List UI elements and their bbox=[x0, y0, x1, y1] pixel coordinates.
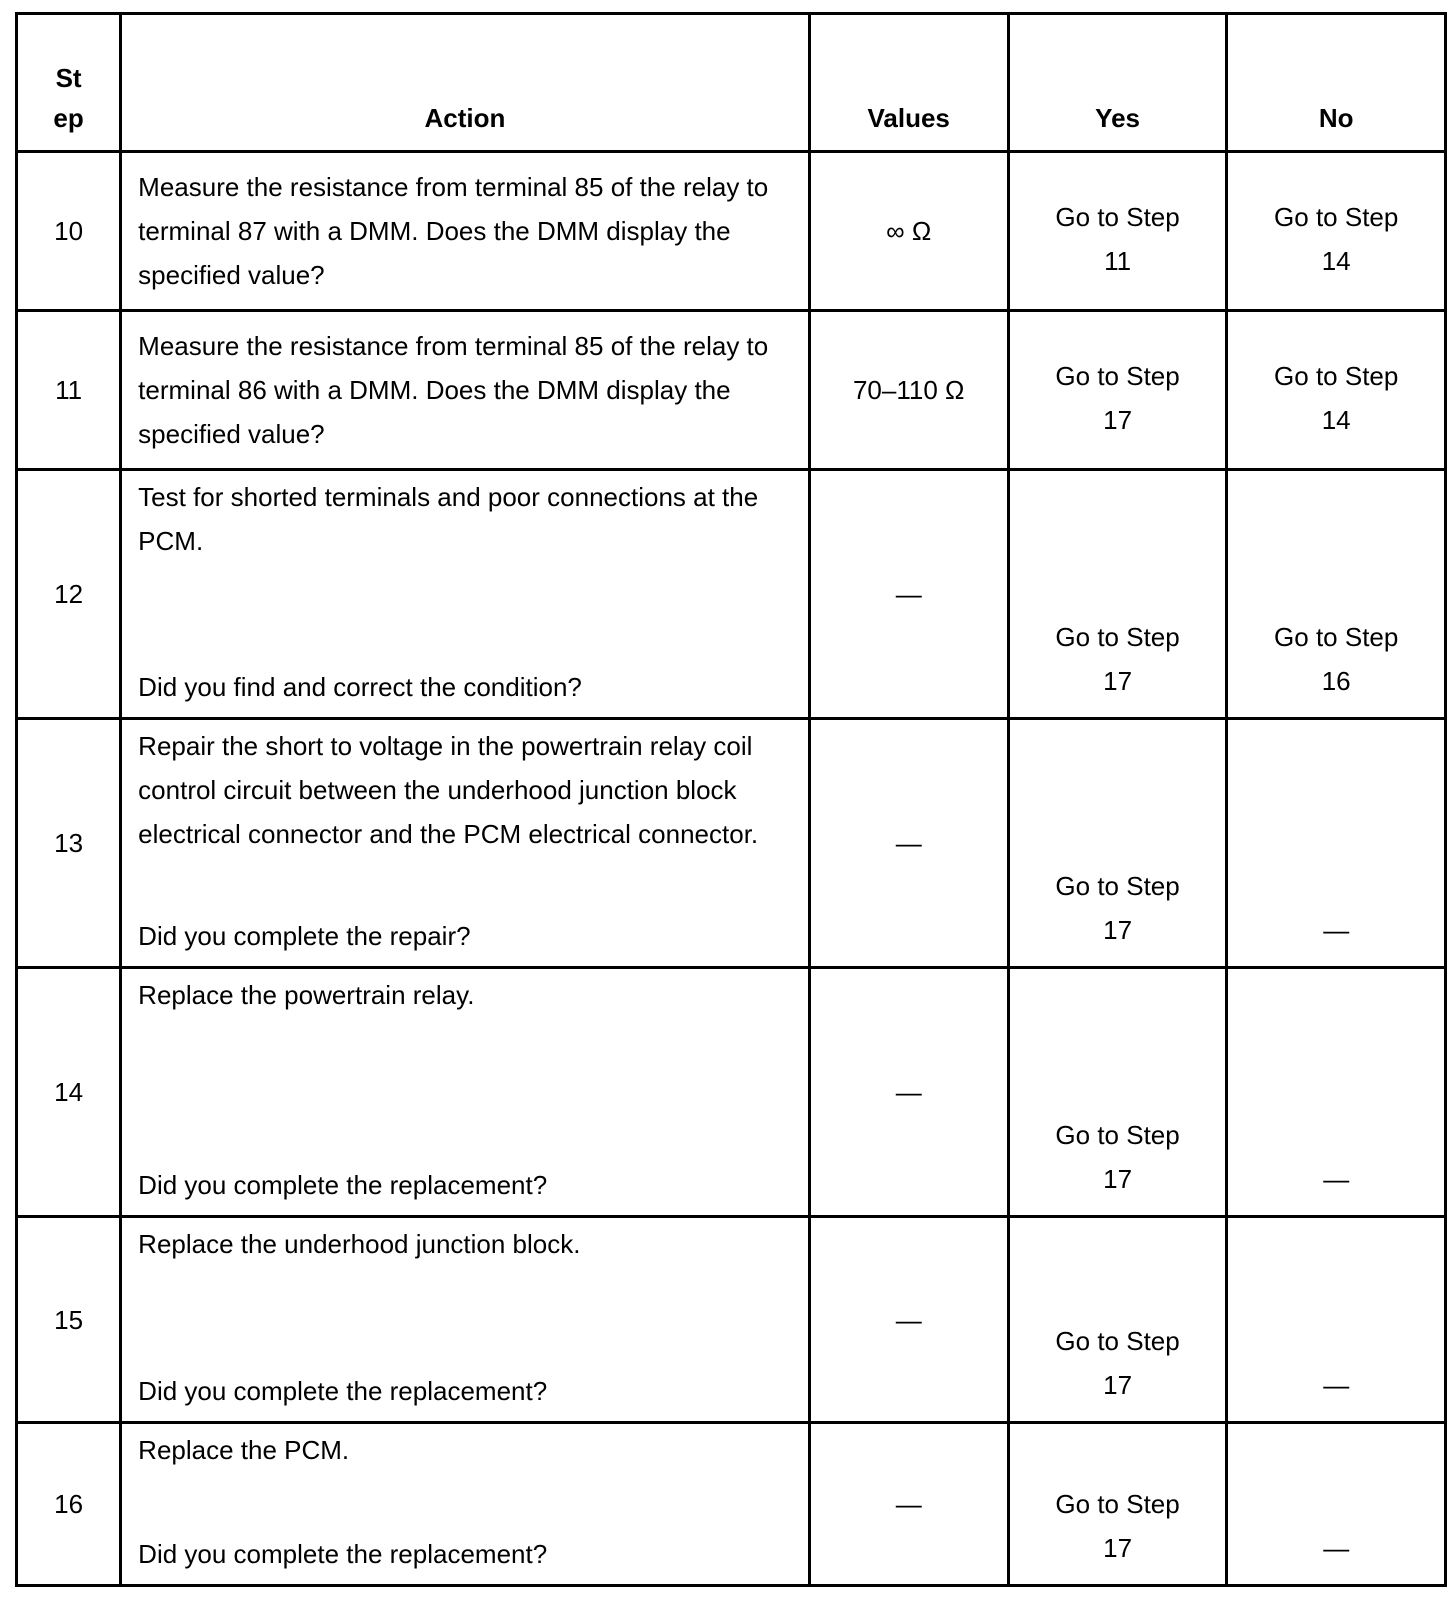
step-number: 15 bbox=[17, 1217, 121, 1423]
action-text: Replace the underhood junction block. bbox=[138, 1229, 581, 1259]
no-goto-step: 14 bbox=[1321, 405, 1351, 435]
value-cell: ∞ Ω bbox=[809, 152, 1008, 311]
table-row bbox=[17, 1217, 1446, 1423]
yes-cell bbox=[1008, 470, 1227, 719]
step-number: 10 bbox=[17, 152, 121, 311]
no-cell bbox=[1227, 719, 1446, 968]
table-row bbox=[17, 470, 1446, 719]
yes-cell bbox=[1008, 311, 1227, 470]
diagnostic-table bbox=[15, 12, 1447, 1587]
action-text: Repair the short to voltage in the powertrain relay coil control circuit between the underhood junction block electrical connector and the PCM electrical connector. bbox=[138, 731, 759, 849]
no-value: — bbox=[1323, 915, 1350, 945]
yes-goto-label: Go to Step bbox=[1055, 1120, 1180, 1150]
no-cell bbox=[1227, 1423, 1446, 1586]
table-row bbox=[17, 1423, 1446, 1586]
table-row bbox=[17, 311, 1446, 470]
no-goto-label: Go to Step bbox=[1274, 622, 1399, 652]
header-yes: Yes bbox=[1008, 14, 1227, 152]
yes-cell bbox=[1008, 719, 1227, 968]
header-step: St ep bbox=[17, 14, 121, 152]
table-row bbox=[17, 152, 1446, 311]
yes-goto-label: Go to Step bbox=[1055, 871, 1180, 901]
no-value: — bbox=[1323, 1533, 1350, 1563]
yes-cell bbox=[1008, 1217, 1227, 1423]
no-goto-step: 16 bbox=[1321, 666, 1351, 696]
no-value: — bbox=[1323, 1164, 1350, 1194]
action-text: Measure the resistance from terminal 85 of the relay to terminal 86 with a DMM. Does the DMM display the specified value? bbox=[121, 311, 809, 470]
yes-cell bbox=[1008, 152, 1227, 311]
yes-cell bbox=[1008, 1423, 1227, 1586]
yes-goto-label: Go to Step bbox=[1055, 622, 1180, 652]
no-cell bbox=[1227, 1217, 1446, 1423]
no-goto-label: Go to Step bbox=[1274, 361, 1399, 391]
value-cell: — bbox=[809, 1423, 1008, 1586]
header-action: Action bbox=[121, 14, 809, 152]
no-cell bbox=[1227, 311, 1446, 470]
no-goto-step: 14 bbox=[1321, 246, 1351, 276]
action-question: Did you complete the replacement? bbox=[138, 1170, 548, 1200]
action-cell bbox=[121, 968, 809, 1217]
header-row bbox=[17, 14, 1446, 152]
action-question: Did you complete the replacement? bbox=[138, 1539, 548, 1569]
value-cell: 70–110 Ω bbox=[809, 311, 1008, 470]
yes-goto-step: 17 bbox=[1103, 666, 1133, 696]
yes-goto-step: 11 bbox=[1104, 246, 1132, 276]
action-question: Did you complete the replacement? bbox=[138, 1376, 548, 1406]
yes-goto-step: 17 bbox=[1103, 1370, 1133, 1400]
yes-goto-label: Go to Step bbox=[1055, 1489, 1180, 1519]
action-text: Measure the resistance from terminal 85 of the relay to terminal 87 with a DMM. Does the DMM display the specified value? bbox=[121, 152, 809, 311]
no-cell bbox=[1227, 152, 1446, 311]
action-question: Did you find and correct the condition? bbox=[138, 672, 582, 702]
step-number: 14 bbox=[17, 968, 121, 1217]
value-cell: — bbox=[809, 1217, 1008, 1423]
step-number: 12 bbox=[17, 470, 121, 719]
header-values: Values bbox=[809, 14, 1008, 152]
yes-goto-label: Go to Step bbox=[1055, 1326, 1180, 1356]
no-goto-label: Go to Step bbox=[1274, 202, 1399, 232]
step-number: 16 bbox=[17, 1423, 121, 1586]
yes-goto-label: Go to Step bbox=[1055, 361, 1180, 391]
yes-goto-step: 17 bbox=[1103, 405, 1133, 435]
table-row bbox=[17, 968, 1446, 1217]
no-cell bbox=[1227, 968, 1446, 1217]
value-cell: — bbox=[809, 719, 1008, 968]
action-cell bbox=[121, 719, 809, 968]
yes-goto-step: 17 bbox=[1103, 1533, 1133, 1563]
action-cell bbox=[121, 1423, 809, 1586]
yes-goto-step: 17 bbox=[1103, 915, 1133, 945]
action-cell bbox=[121, 470, 809, 719]
step-number: 11 bbox=[17, 311, 121, 470]
value-cell: — bbox=[809, 968, 1008, 1217]
action-cell bbox=[121, 1217, 809, 1423]
value-cell: — bbox=[809, 470, 1008, 719]
action-text: Replace the PCM. bbox=[138, 1435, 350, 1465]
action-question: Did you complete the repair? bbox=[138, 921, 471, 951]
yes-goto-step: 17 bbox=[1103, 1164, 1133, 1194]
action-text: Replace the powertrain relay. bbox=[138, 980, 475, 1010]
header-no: No bbox=[1227, 14, 1446, 152]
yes-cell bbox=[1008, 968, 1227, 1217]
yes-goto-label: Go to Step bbox=[1055, 202, 1180, 232]
action-text: Test for shorted terminals and poor connections at the PCM. bbox=[138, 482, 759, 556]
no-cell bbox=[1227, 470, 1446, 719]
table-row bbox=[17, 719, 1446, 968]
no-value: — bbox=[1323, 1370, 1350, 1400]
step-number: 13 bbox=[17, 719, 121, 968]
